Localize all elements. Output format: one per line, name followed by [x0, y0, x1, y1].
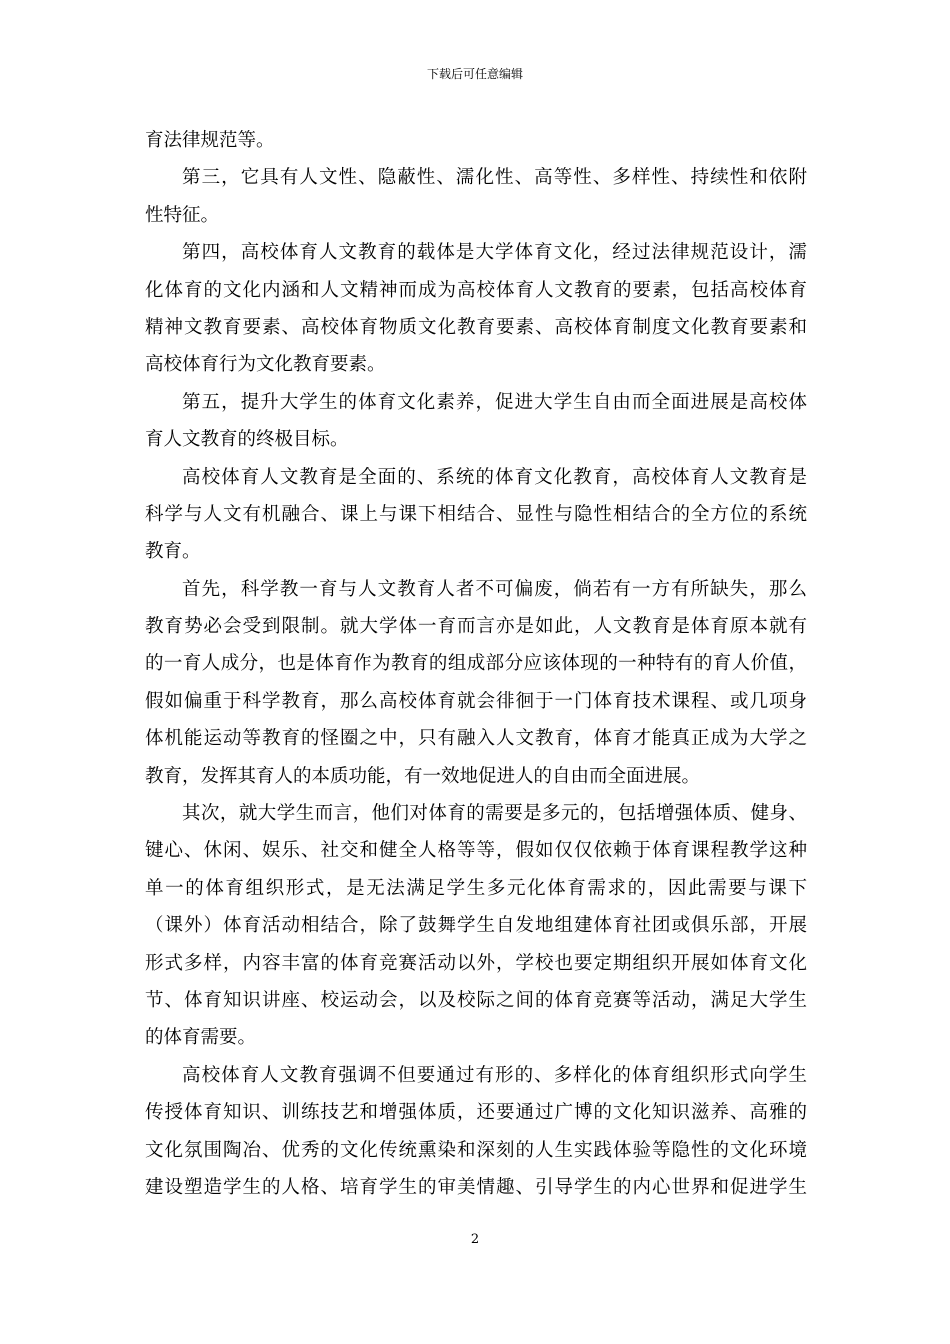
- text-line: 教育，发挥其育人的本质功能，有一效地促进人的自由而全面进展。: [145, 765, 701, 787]
- text-line: 育法律规范等。: [145, 130, 275, 151]
- text-line: 高校体育行为文化教育要素。: [145, 354, 386, 376]
- text-line: 教育。: [145, 541, 201, 563]
- paragraph-first-line: 其次，就大学生而言，他们对体育的需要是多元的，包括增强体质、健身、: [182, 803, 807, 825]
- text-line: 科学与人文有机融合、课上与课下相结合、显性与隐性相结合的全方位的系统: [145, 503, 807, 525]
- paragraph-first-line: 高校体育人文教育强调不但要通过有形的、多样化的体育组织形式向学生: [182, 1064, 807, 1086]
- text-line: 育人文教育的终极目标。: [145, 429, 349, 451]
- text-line: 化体育的文化内涵和人文精神而成为高校体育人文教育的要素，包括高校体育: [145, 279, 807, 301]
- paragraph-first-line: 首先，科学教一育与人文教育人者不可偏废，倘若有一方有所缺失，那么: [182, 578, 807, 600]
- text-line: 体机能运动等教育的怪圈之中，只有融入人文教育，体育才能真正成为大学之: [145, 728, 807, 750]
- page-header: 下载后可任意编辑: [426, 67, 523, 81]
- text-line: 节、体育知识讲座、校运动会，以及校际之间的体育竞赛等活动，满足大学生: [145, 989, 807, 1011]
- text-line: （课外）体育活动相结合，除了鼓舞学生自发地组建体育社团或俱乐部，开展: [145, 915, 807, 937]
- paragraph-first-line: 第三，它具有人文性、隐蔽性、濡化性、高等性、多样性、持续性和依附: [182, 167, 807, 189]
- text-line: 精神文教育要素、高校体育物质文化教育要素、高校体育制度文化教育要素和: [145, 316, 807, 338]
- document-body: [145, 122, 807, 1206]
- paragraph-first-line: 高校体育人文教育是全面的、系统的体育文化教育，高校体育人文教育是: [182, 466, 807, 488]
- paragraph-first-line: 第四，高校体育人文教育的载体是大学体育文化，经过法律规范设计，濡: [182, 242, 807, 264]
- text-line: 键心、休闲、娱乐、社交和健全人格等等，假如仅仅依赖于体育课程教学这种: [145, 840, 807, 862]
- text-line: 的一育人成分，也是体育作为教育的组成部分应该体现的一种特有的育人价值，: [145, 653, 807, 675]
- text-line: 的体育需要。: [145, 1027, 257, 1049]
- text-line: 假如偏重于科学教育，那么高校体育就会徘徊于一门体育技术课程、或几项身: [145, 690, 807, 712]
- text-line: 传授体育知识、训练技艺和增强体质，还要通过广博的文化知识滋养、高雅的: [145, 1102, 807, 1124]
- text-line: 单一的体育组织形式，是无法满足学生多元化体育需求的，因此需要与课下: [145, 877, 807, 899]
- text-line: 形式多样，内容丰富的体育竞赛活动以外，学校也要定期组织开展如体育文化: [145, 952, 807, 974]
- page-number: 2: [470, 1232, 480, 1247]
- paragraph-first-line: 第五，提升大学生的体育文化素养，促进大学生自由而全面进展是高校体: [182, 391, 807, 413]
- text-line: 建设塑造学生的人格、培育学生的审美情趣、引导学生的内心世界和促进学生: [145, 1176, 807, 1198]
- text-line: 文化氛围陶冶、优秀的文化传统熏染和深刻的人生实践体验等隐性的文化环境: [145, 1139, 807, 1161]
- text-line: 教育势必会受到限制。就大学体一育而言亦是如此，人文教育是体育原本就有: [145, 616, 807, 638]
- text-line: 性特征。: [145, 204, 220, 226]
